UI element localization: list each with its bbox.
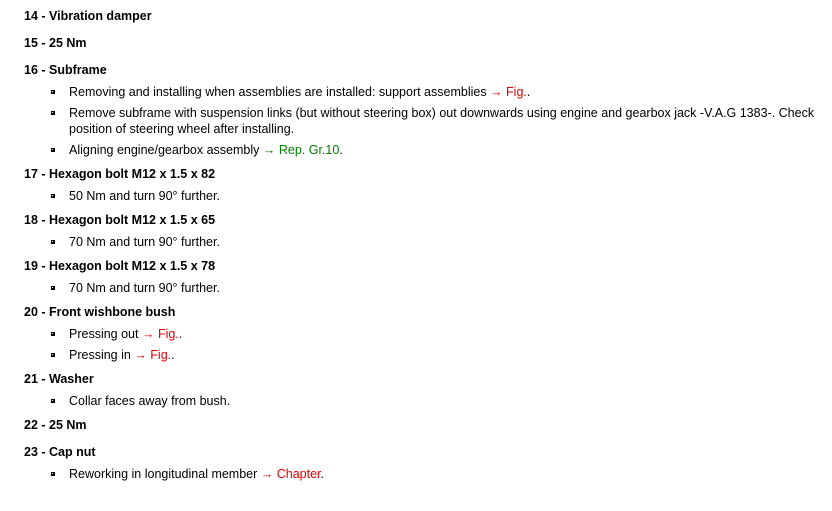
square-bullet-icon [51,111,55,115]
list-item [24,280,824,296]
square-bullet-icon [51,148,55,152]
list-item-text: 50 Nm and turn 90° further. [69,189,220,203]
list-item-suffix: . [178,327,183,341]
fig-link[interactable]: → Fig. [141,327,179,341]
list-item [24,466,824,482]
sub-list [24,188,824,204]
item-heading: 16 - Subframe [24,63,107,77]
list-item-text: Remove subframe with suspension links (but without steering box) out downwards using engine and gearbox jack -V.A.G 1383-. Check position of steering wheel after installing. [69,106,815,136]
sub-list [24,393,824,409]
square-bullet-icon [51,240,55,244]
legend-item-17 [24,166,824,204]
list-item [24,188,824,204]
sub-list [24,326,824,363]
legend-item-23 [24,444,824,482]
legend-item-15 [24,35,824,51]
item-heading: 17 - Hexagon bolt M12 x 1.5 x 82 [24,167,216,181]
fig-link[interactable]: → Fig. [490,85,527,99]
square-bullet-icon [51,194,55,198]
sub-list [24,466,824,482]
legend-item-22 [24,417,824,433]
list-item-text: Pressing in [69,348,135,362]
legend-item-21 [24,371,824,409]
list-item [24,234,824,250]
item-heading: 20 - Front wishbone bush [24,305,176,319]
square-bullet-icon [51,90,55,94]
legend-item-14 [24,8,824,24]
list-item [24,105,824,137]
list-item-text: Pressing out [69,327,142,341]
list-item [24,393,824,409]
list-item-text: 70 Nm and turn 90° further. [69,281,220,295]
list-item-text: Aligning engine/gearbox assembly [69,143,263,157]
sub-list [24,84,824,158]
item-heading: 23 - Cap nut [24,445,96,459]
list-item [24,347,824,363]
square-bullet-icon [51,399,55,403]
item-heading: 18 - Hexagon bolt M12 x 1.5 x 65 [24,213,216,227]
list-item-suffix: . [320,467,325,481]
sub-list [24,280,824,296]
square-bullet-icon [51,332,55,336]
list-item-text: Removing and installing when assemblies are installed: support assemblies [69,85,491,99]
list-item-text: Collar faces away from bush. [69,394,231,408]
item-heading: 15 - 25 Nm [24,36,87,50]
item-heading: 22 - 25 Nm [24,418,87,432]
square-bullet-icon [51,353,55,357]
square-bullet-icon [51,472,55,476]
item-heading: 19 - Hexagon bolt M12 x 1.5 x 78 [24,259,216,273]
legend-item-18 [24,212,824,250]
chapter-link[interactable]: → Chapter [260,467,321,481]
list-item-suffix: . [526,85,531,99]
fig-link[interactable]: → Fig. [134,348,172,362]
legend-item-16 [24,62,824,158]
item-heading: 21 - Washer [24,372,94,386]
list-item-text: Reworking in longitudinal member [69,467,261,481]
legend-item-19 [24,258,824,296]
document-body [24,8,824,482]
list-item [24,326,824,342]
list-item-suffix: . [171,348,175,362]
list-item [24,84,824,100]
item-heading: 14 - Vibration damper [24,9,152,23]
rep-group-link[interactable]: → Rep. Gr.10 [262,143,340,157]
list-item-text: 70 Nm and turn 90° further. [69,235,220,249]
square-bullet-icon [51,286,55,290]
list-item [24,142,824,158]
legend-item-20 [24,304,824,363]
list-item-suffix: . [339,143,343,157]
sub-list [24,234,824,250]
